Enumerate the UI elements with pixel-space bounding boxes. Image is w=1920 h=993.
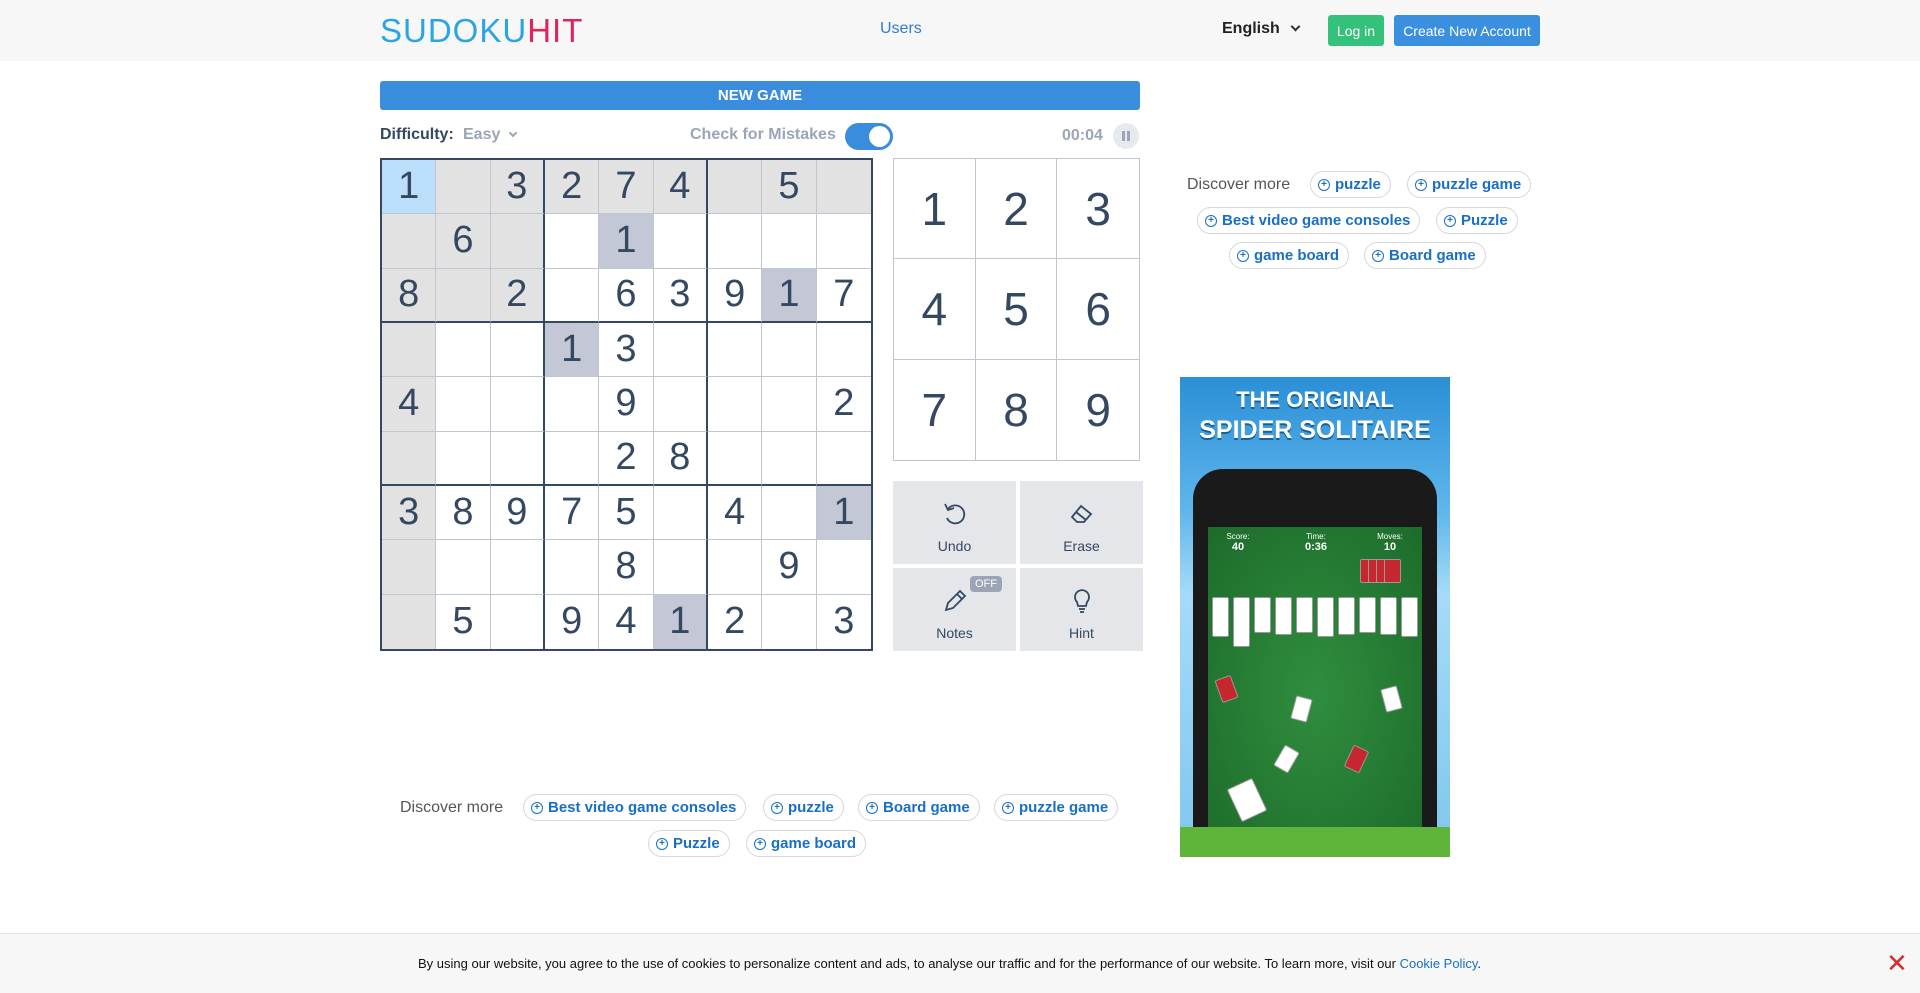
site-logo[interactable] [380, 13, 583, 49]
sudoku-cell[interactable]: 3 [599, 323, 653, 377]
discover-chip[interactable] [994, 794, 1118, 821]
sudoku-cell[interactable]: 3 [382, 486, 436, 540]
moves-value: 10 [1383, 541, 1397, 553]
sudoku-cell[interactable] [436, 269, 490, 323]
sudoku-cell[interactable]: 6 [436, 214, 490, 268]
chevron-down-icon [509, 129, 517, 137]
time-label: Time: [1306, 532, 1326, 541]
logo-part2: HIT [527, 12, 584, 49]
sudoku-cell[interactable]: 9 [708, 269, 762, 323]
sudoku-cell[interactable] [436, 432, 490, 486]
plus-circle-icon: + [771, 802, 783, 814]
undo-label: Undo [937, 538, 972, 554]
chip-label: Best video game consoles [548, 799, 737, 816]
numpad-key-2[interactable]: 2 [976, 159, 1058, 259]
sudoku-cell[interactable] [708, 214, 762, 268]
numpad-key-3[interactable]: 3 [1057, 159, 1139, 259]
number-pad [893, 158, 1140, 461]
card [1254, 597, 1271, 633]
card [1233, 597, 1250, 647]
sudoku-cell[interactable]: 7 [545, 486, 599, 540]
erase-button[interactable] [1020, 481, 1143, 564]
sudoku-cell[interactable] [382, 595, 436, 649]
time-value: 0:36 [1304, 541, 1328, 553]
chip-label: Puzzle [1461, 212, 1508, 229]
eraser-icon [1068, 500, 1096, 528]
sudoku-cell[interactable] [654, 377, 708, 431]
ad-title [1180, 385, 1450, 445]
plus-circle-icon: + [1444, 215, 1456, 227]
sudoku-cell[interactable] [817, 214, 871, 268]
sudoku-cell[interactable] [545, 540, 599, 594]
score-stat [1218, 532, 1258, 553]
cookie-text [418, 956, 1481, 971]
nav-users-link[interactable]: Users [880, 20, 922, 37]
pencil-icon [941, 587, 969, 615]
new-game-button[interactable]: NEW GAME [380, 81, 1140, 110]
card [1290, 695, 1313, 723]
discover-chip[interactable] [1407, 171, 1531, 198]
chip-label: puzzle game [1019, 799, 1109, 816]
card-back [1384, 559, 1401, 583]
sudoku-cell[interactable]: 2 [708, 595, 762, 649]
sudoku-cell[interactable]: 6 [599, 269, 653, 323]
chip-label: puzzle [1335, 176, 1381, 193]
sudoku-cell[interactable] [491, 595, 545, 649]
numpad-key-4[interactable]: 4 [894, 259, 976, 359]
hint-label: Hint [1069, 625, 1094, 641]
sudoku-cell[interactable] [545, 269, 599, 323]
sudoku-cell[interactable]: 1 [817, 486, 871, 540]
sudoku-cell[interactable] [382, 540, 436, 594]
sudoku-cell[interactable] [654, 214, 708, 268]
chip-label: game board [771, 835, 857, 852]
grass-decoration [1180, 827, 1450, 857]
plus-circle-icon: + [754, 838, 766, 850]
card [1227, 778, 1268, 822]
card [1273, 744, 1300, 773]
logo-part1: SUDOKU [380, 12, 528, 49]
sudoku-cell[interactable]: 9 [545, 595, 599, 649]
card [1359, 597, 1376, 633]
sudoku-cell[interactable]: 2 [599, 432, 653, 486]
moves-label: Moves: [1377, 532, 1403, 541]
sudoku-cell[interactable]: 9 [491, 486, 545, 540]
sudoku-cell[interactable]: 7 [817, 269, 871, 323]
time-stat [1296, 532, 1336, 553]
sudoku-cell[interactable] [708, 323, 762, 377]
cookie-message: By using our website, you agree to the use of cookies to personalize content and ads, to analyse our traffic and for the performance of our website. To learn more, visit our [418, 956, 1400, 971]
card [1380, 597, 1397, 635]
plus-circle-icon: + [531, 802, 543, 814]
discover-chip[interactable] [746, 830, 866, 857]
numpad-key-1[interactable]: 1 [894, 159, 976, 259]
phone-illustration [1193, 469, 1437, 857]
sudoku-cell[interactable] [654, 486, 708, 540]
card [1212, 597, 1229, 637]
sudoku-cell[interactable] [708, 432, 762, 486]
ad-title-line2: SPIDER SOLITAIRE [1199, 416, 1431, 444]
plus-circle-icon: + [1002, 802, 1014, 814]
sudoku-cell[interactable]: 8 [382, 269, 436, 323]
sudoku-cell[interactable] [491, 540, 545, 594]
sudoku-cell[interactable] [545, 377, 599, 431]
sudoku-cell[interactable]: 2 [491, 269, 545, 323]
chip-label: game board [1254, 247, 1340, 264]
login-button[interactable]: Log in [1328, 15, 1384, 46]
top-navigation-bar [0, 0, 1920, 61]
sudoku-cell[interactable]: 1 [762, 269, 816, 323]
card-back [1214, 675, 1238, 703]
discover-chip[interactable] [1229, 242, 1349, 269]
sudoku-cell[interactable] [491, 323, 545, 377]
sudoku-cell[interactable]: 4 [599, 595, 653, 649]
sudoku-cell[interactable]: 8 [654, 432, 708, 486]
sudoku-cell[interactable] [491, 377, 545, 431]
sudoku-cell[interactable]: 1 [599, 214, 653, 268]
notes-state-badge: OFF [970, 576, 1002, 592]
create-account-button[interactable]: Create New Account [1394, 15, 1540, 46]
sudoku-cell[interactable] [762, 377, 816, 431]
solitaire-screen [1208, 527, 1422, 857]
sudoku-cell[interactable] [708, 377, 762, 431]
discover-chip[interactable] [763, 794, 844, 821]
sudoku-cell[interactable] [817, 323, 871, 377]
sudoku-cell[interactable]: 8 [599, 540, 653, 594]
numpad-key-5[interactable]: 5 [976, 259, 1058, 359]
discover-chip[interactable] [1197, 207, 1420, 234]
sudoku-cell[interactable]: 8 [436, 486, 490, 540]
sudoku-cell[interactable]: 4 [708, 486, 762, 540]
sudoku-cell[interactable]: 2 [817, 377, 871, 431]
toggle-knob [869, 126, 890, 147]
cookie-banner [0, 933, 1920, 993]
difficulty-label: Difficulty: [380, 126, 454, 143]
sudoku-cell[interactable] [545, 432, 599, 486]
card [1380, 685, 1403, 713]
sudoku-cell[interactable] [382, 323, 436, 377]
card [1401, 597, 1418, 637]
discover-chip[interactable] [858, 794, 980, 821]
discover-chip[interactable] [1310, 171, 1391, 198]
chevron-down-icon [1290, 22, 1300, 32]
plus-circle-icon: + [1318, 179, 1330, 191]
sudoku-cell[interactable] [654, 323, 708, 377]
plus-circle-icon: + [1415, 179, 1427, 191]
chip-label: puzzle game [1432, 176, 1522, 193]
chip-label: Board game [883, 799, 970, 816]
chip-label: Best video game consoles [1222, 212, 1411, 229]
close-icon[interactable]: ✕ [1886, 948, 1908, 978]
erase-label: Erase [1063, 538, 1100, 554]
plus-circle-icon: + [656, 838, 668, 850]
sudoku-cell[interactable] [817, 540, 871, 594]
discover-chip[interactable] [523, 794, 746, 821]
sudoku-cell[interactable] [817, 432, 871, 486]
sudoku-grid [380, 158, 873, 651]
sudoku-cell[interactable]: 9 [599, 377, 653, 431]
numpad-key-9[interactable]: 9 [1057, 360, 1139, 460]
sudoku-cell[interactable] [708, 540, 762, 594]
card-back [1344, 745, 1370, 774]
sudoku-cell[interactable] [762, 323, 816, 377]
sudoku-cell[interactable] [762, 432, 816, 486]
sudoku-cell[interactable] [708, 160, 762, 214]
moves-stat [1370, 532, 1410, 553]
score-label: Score: [1226, 532, 1250, 541]
sudoku-cell[interactable] [436, 160, 490, 214]
check-mistakes-label: Check for Mistakes [690, 126, 836, 143]
discover-more-label: Discover more [1187, 176, 1291, 193]
plus-circle-icon: + [1205, 215, 1217, 227]
sudoku-cell[interactable] [762, 214, 816, 268]
difficulty-dropdown[interactable] [463, 126, 516, 144]
difficulty-value: Easy [463, 126, 501, 143]
numpad-key-7[interactable]: 7 [894, 360, 976, 460]
ad-title-line1: THE ORIGINAL [1236, 387, 1394, 412]
sudoku-cell[interactable] [491, 432, 545, 486]
sudoku-cell[interactable]: 1 [654, 595, 708, 649]
undo-icon [941, 500, 969, 528]
chip-label: puzzle [788, 799, 834, 816]
language-selector[interactable] [1222, 20, 1299, 38]
discover-more-label: Discover more [400, 799, 504, 816]
sudoku-cell[interactable]: 5 [762, 160, 816, 214]
sudoku-cell[interactable] [817, 160, 871, 214]
sudoku-cell[interactable] [545, 214, 599, 268]
sudoku-cell[interactable] [436, 540, 490, 594]
notes-button[interactable] [893, 568, 1016, 651]
chip-label: Puzzle [673, 835, 720, 852]
plus-circle-icon: + [1372, 250, 1384, 262]
sudoku-cell[interactable] [654, 540, 708, 594]
spider-solitaire-ad[interactable] [1180, 377, 1450, 857]
discover-chip[interactable] [648, 830, 730, 857]
sudoku-cell[interactable]: 4 [382, 377, 436, 431]
sudoku-cell[interactable]: 1 [545, 323, 599, 377]
card [1296, 597, 1313, 633]
sudoku-cell[interactable] [382, 432, 436, 486]
hint-button[interactable] [1020, 568, 1143, 651]
plus-circle-icon: + [1237, 250, 1249, 262]
sudoku-cell[interactable]: 4 [654, 160, 708, 214]
sudoku-cell[interactable]: 7 [599, 160, 653, 214]
notes-label: Notes [936, 625, 973, 641]
sudoku-cell[interactable] [382, 214, 436, 268]
language-label: English [1222, 20, 1280, 37]
card [1275, 597, 1292, 635]
sudoku-cell[interactable] [436, 377, 490, 431]
chip-label: Board game [1389, 247, 1476, 264]
sudoku-cell[interactable] [491, 214, 545, 268]
discover-chip[interactable] [1436, 207, 1518, 234]
sudoku-cell[interactable]: 1 [382, 160, 436, 214]
sudoku-cell[interactable]: 3 [654, 269, 708, 323]
game-timer: 00:04 [1062, 127, 1103, 144]
card [1317, 597, 1334, 637]
sudoku-cell[interactable]: 9 [762, 540, 816, 594]
score-value: 40 [1231, 541, 1245, 553]
lightbulb-icon [1068, 587, 1096, 615]
pause-icon[interactable] [1113, 123, 1139, 149]
sudoku-cell[interactable] [762, 595, 816, 649]
sudoku-cell[interactable]: 5 [599, 486, 653, 540]
sudoku-cell[interactable]: 5 [436, 595, 490, 649]
card [1338, 597, 1355, 635]
discover-chip[interactable] [1364, 242, 1486, 269]
cookie-suffix: . [1477, 956, 1481, 971]
sudoku-cell[interactable]: 3 [817, 595, 871, 649]
cookie-policy-link[interactable]: Cookie Policy [1399, 956, 1478, 971]
undo-button[interactable] [893, 481, 1016, 564]
numpad-key-6[interactable]: 6 [1057, 259, 1139, 359]
numpad-key-8[interactable]: 8 [976, 360, 1058, 460]
check-mistakes-toggle[interactable] [845, 123, 893, 150]
sudoku-cell[interactable]: 3 [491, 160, 545, 214]
sudoku-cell[interactable] [762, 486, 816, 540]
plus-circle-icon: + [866, 802, 878, 814]
sudoku-cell[interactable] [436, 323, 490, 377]
sudoku-cell[interactable]: 2 [545, 160, 599, 214]
